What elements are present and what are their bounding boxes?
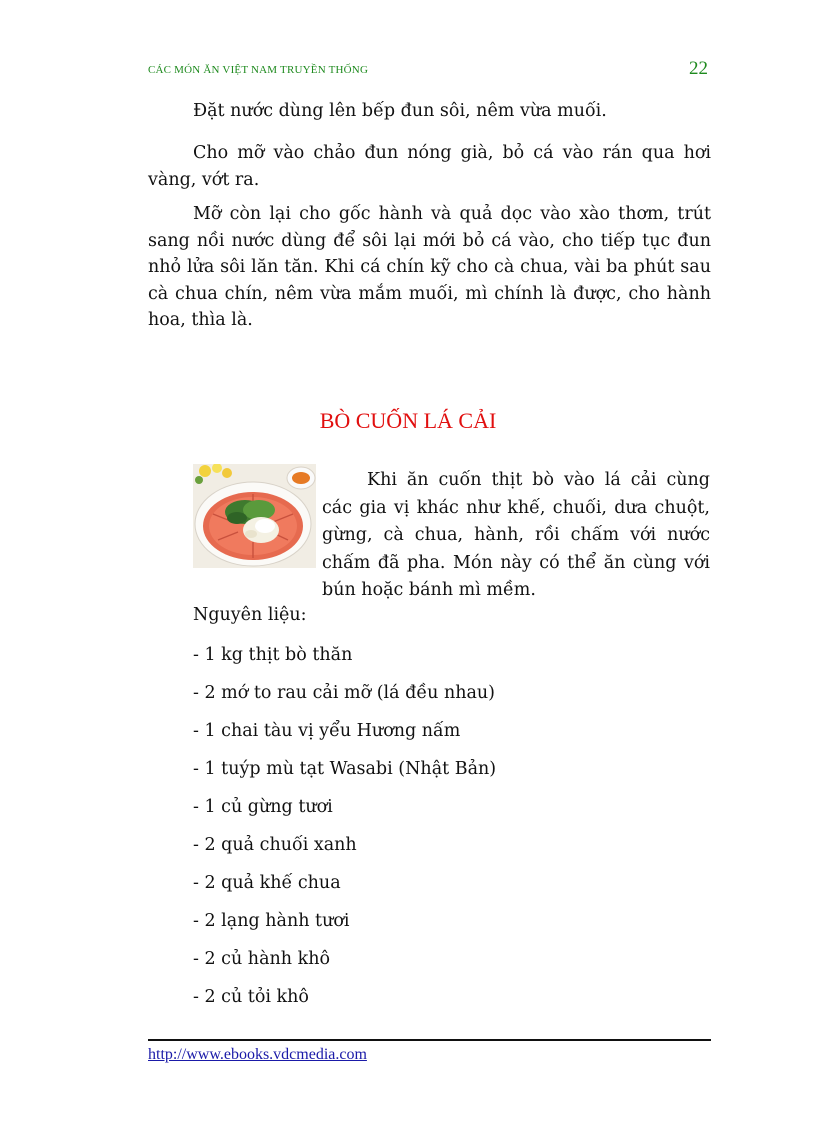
body-paragraph-3: Mỡ còn lại cho gốc hành và quả dọc vào xào thơm, trút sang nồi nước dùng để sôi lại mới bỏ cá vào, cho tiếp tục đun nhỏ lửa sôi lăn tăn. Khi cá chín kỹ cho cà chua, vài ba phút sau cà chua chín, nêm vừa mắm muối, mì chính là được, cho hành hoa, thìa là.: [148, 204, 711, 330]
ingredient-item: - 1 củ gừng tươi: [193, 797, 333, 817]
body-paragraph-1: Đặt nước dùng lên bếp đun sôi, nêm vừa muối.: [193, 101, 607, 121]
ingredient-item: - 1 tuýp mù tạt Wasabi (Nhật Bản): [193, 759, 497, 779]
recipe-intro: Khi ăn cuốn thịt bò vào lá cải cùng các gia vị khác như khế, chuối, dưa chuột, gừng, cà chua, hành, rồi chấm với nước chấm đã pha. Món này có thể ăn cùng với bún hoặc bánh mì mềm.: [322, 470, 710, 601]
ingredient-item: - 2 củ hành khô: [193, 949, 331, 969]
dish-photo: [193, 464, 316, 568]
ingredient-item: - 2 mớ to rau cải mỡ (lá đều nhau): [193, 683, 496, 703]
ingredients-list: [193, 643, 496, 1023]
ingredient-item: - 2 lạng hành tươi: [193, 911, 350, 931]
ingredient-item: - 2 củ tỏi khô: [193, 987, 309, 1007]
recipe-title: BÒ CUỐN LÁ CẢI: [319, 408, 497, 433]
footer-rule: [148, 1039, 711, 1041]
ingredient-item: - 2 quả chuối xanh: [193, 835, 357, 855]
ingredient-item: - 2 quả khế chua: [193, 873, 341, 893]
body-paragraph-2: Cho mỡ vào chảo đun nóng già, bỏ cá vào rán qua hơi vàng, vớt ra.: [148, 143, 711, 190]
ingredient-item: - 1 kg thịt bò thăn: [193, 645, 353, 665]
beef-rolls-dish-photo-icon: [193, 464, 316, 568]
ingredients-heading: Nguyên liệu:: [193, 605, 307, 625]
page-number: 22: [689, 58, 708, 79]
ingredient-item: - 1 chai tàu vị yểu Hương nấm: [193, 721, 461, 741]
footer-link[interactable]: http://www.ebooks.vdcmedia.com: [148, 1046, 367, 1063]
running-header-title: CÁC MÓN ĂN VIỆT NAM TRUYỀN THỐNG: [148, 64, 369, 76]
